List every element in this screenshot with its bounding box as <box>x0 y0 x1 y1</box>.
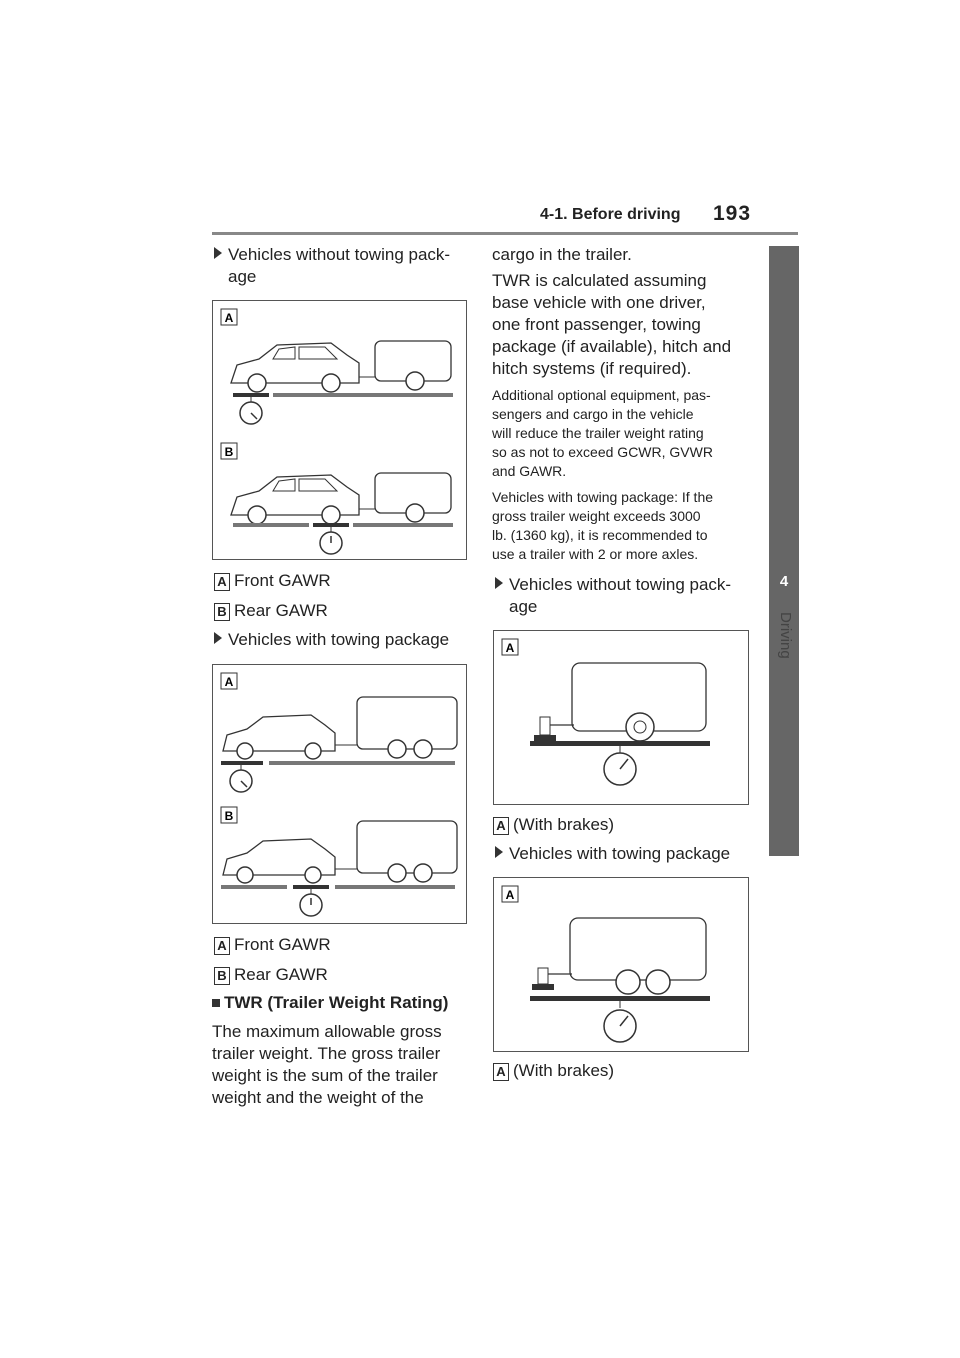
legend-text: (With brakes) <box>513 1061 615 1080</box>
fig2-label-b: B <box>224 809 234 823</box>
text-line: and GAWR. <box>492 463 567 479</box>
twr-paragraph-2 <box>492 270 752 380</box>
trailer-icon <box>534 663 706 741</box>
trailer-icon <box>357 697 457 758</box>
figure-2-drawing <box>213 665 466 923</box>
fig1-label-a: A <box>224 311 234 325</box>
text-line: weight and the weight of the <box>212 1088 424 1107</box>
text-line: cargo in the trailer. <box>492 245 632 264</box>
left-heading-1 <box>214 244 464 288</box>
suv-icon <box>223 839 335 883</box>
suv-icon <box>231 475 359 524</box>
legend-2-a <box>214 934 331 956</box>
right-heading-1 <box>495 574 751 618</box>
legend-1-b <box>214 600 328 622</box>
legend-2-b <box>214 964 328 986</box>
text-line: base vehicle with one driver, <box>492 293 706 312</box>
heading-text: Vehicles without towing pack- <box>509 575 732 594</box>
heading-text: Vehicles with towing package <box>228 630 450 649</box>
legend-3 <box>493 814 614 836</box>
fig3-label-a: A <box>505 641 515 655</box>
trailer-icon <box>375 473 451 522</box>
section-heading-text: TWR (Trailer Weight Rating) <box>224 993 449 1012</box>
note-2 <box>492 488 752 564</box>
legend-badge: B <box>214 967 230 985</box>
fig2-label-a: A <box>224 675 234 689</box>
trailer-icon <box>375 341 451 390</box>
triangle-bullet-icon <box>214 632 222 644</box>
chapter-label <box>774 612 794 692</box>
text-line: so as not to exceed GCWR, GVWR <box>492 444 713 460</box>
section-title: 4-1. Before driving <box>540 206 681 223</box>
note-1 <box>492 386 752 481</box>
suv-icon <box>231 343 359 392</box>
text-line: Additional optional equipment, pas- <box>492 387 711 403</box>
figure-tongue-weight-tow <box>493 877 749 1052</box>
chapter-label-text: Driving <box>777 612 794 659</box>
legend-badge: A <box>493 817 509 835</box>
heading-text-cont: age <box>228 267 257 286</box>
twr-paragraph-1 <box>212 1021 468 1109</box>
text-line: one front passenger, towing <box>492 315 701 334</box>
legend-badge: B <box>214 603 230 621</box>
fig4-label-a: A <box>505 888 515 902</box>
legend-1-a <box>214 570 331 592</box>
page-number: 193 <box>713 202 752 225</box>
left-heading-2 <box>214 629 449 651</box>
right-heading-2 <box>495 843 730 865</box>
legend-badge: A <box>493 1063 509 1081</box>
legend-text: Rear GAWR <box>234 601 328 620</box>
figure-4-drawing <box>494 878 748 1051</box>
triangle-bullet-icon <box>495 577 503 589</box>
text-line: gross trailer weight exceeds 3000 <box>492 508 701 524</box>
text-line: lb. (1360 kg), it is recommended to <box>492 527 708 543</box>
header-rule <box>212 232 798 235</box>
heading-text: Vehicles with towing package <box>509 844 731 863</box>
legend-text: Front GAWR <box>234 571 331 590</box>
figure-axle-weight-tow <box>212 664 467 924</box>
legend-badge: A <box>214 573 230 591</box>
heading-text-cont: age <box>509 597 538 616</box>
text-line: The maximum allowable gross <box>212 1022 442 1041</box>
text-line: weight is the sum of the trailer <box>212 1066 438 1085</box>
triangle-bullet-icon <box>214 247 222 259</box>
fig1-label-b: B <box>224 445 234 459</box>
heading-text: Vehicles without towing pack- <box>228 245 451 264</box>
chapter-tab <box>769 246 799 856</box>
chapter-number: 4 <box>779 573 789 590</box>
text-line: package (if available), hitch and <box>492 337 732 356</box>
legend-badge: A <box>214 937 230 955</box>
figure-3-drawing <box>494 631 748 804</box>
twr-section-heading <box>212 992 448 1014</box>
text-line: use a trailer with 2 or more axles. <box>492 546 699 562</box>
text-line: will reduce the trailer weight rating <box>492 425 704 441</box>
legend-text: Front GAWR <box>234 935 331 954</box>
text-line: TWR is calculated assuming <box>492 271 707 290</box>
figure-1-drawing <box>213 301 466 559</box>
figure-tongue-weight-no-tow <box>493 630 749 805</box>
twr-paragraph-1-cont <box>492 244 752 266</box>
text-line: hitch systems (if required). <box>492 359 692 378</box>
text-line: Vehicles with towing package: If the <box>492 489 714 505</box>
triangle-bullet-icon <box>495 846 503 858</box>
text-line: sengers and cargo in the vehicle <box>492 406 694 422</box>
suv-icon <box>223 715 335 759</box>
legend-text: Rear GAWR <box>234 965 328 984</box>
trailer-icon <box>357 821 457 882</box>
square-bullet-icon <box>212 999 220 1007</box>
trailer-icon <box>532 918 706 994</box>
figure-axle-weight-no-tow <box>212 300 467 560</box>
text-line: trailer weight. The gross trailer <box>212 1044 441 1063</box>
legend-text: (With brakes) <box>513 815 615 834</box>
legend-4 <box>493 1060 614 1082</box>
